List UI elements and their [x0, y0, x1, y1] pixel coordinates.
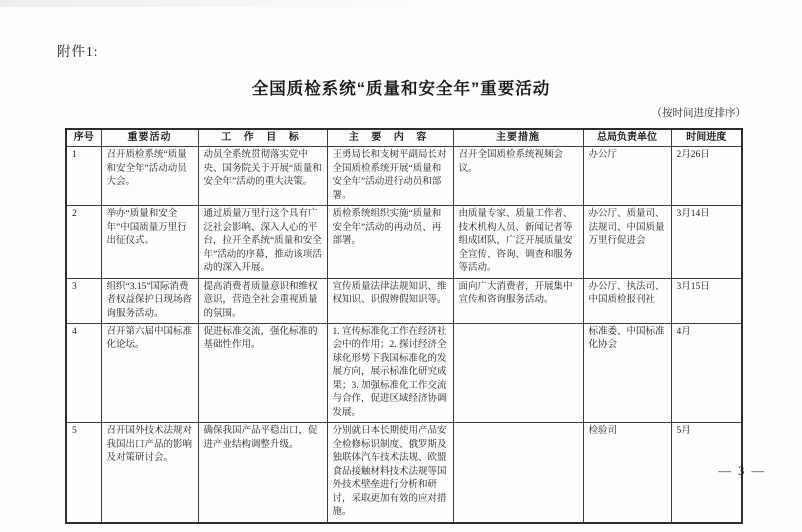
table-header-row — [66, 129, 742, 147]
cell-unit: 办公厅、执法司、中国质检报刊社 — [583, 278, 671, 323]
cell-schedule: 3月15日 — [671, 278, 742, 323]
cell-unit: 办公厅、质量司、法规司、中国质量万里行促进会 — [583, 206, 671, 278]
header-content: 主 要 内 容 — [327, 129, 453, 147]
cell-measures — [453, 324, 583, 423]
cell-activity: 举办“质量和安全年”中国质量万里行出征仪式。 — [101, 206, 198, 278]
table-row — [66, 147, 742, 206]
sort-order-note: （按时间进度排序） — [651, 108, 746, 119]
cell-no: 3 — [66, 278, 101, 323]
table-row — [66, 324, 742, 423]
cell-unit: 办公厅 — [583, 147, 671, 206]
cell-schedule: 3月14日 — [671, 206, 742, 278]
cell-no: 5 — [66, 423, 101, 523]
cell-measures: 面向广大消费者，开展集中宣传和咨询服务活动。 — [453, 278, 583, 323]
table-row — [66, 206, 742, 278]
cell-goal: 确保我国产品平稳出口，促进产业结构调整升级。 — [198, 423, 327, 523]
header-activity: 重要活动 — [101, 129, 198, 147]
cell-content: 1. 宣传标准化工作在经济社会中的作用；2. 探讨经济全球化形势下我国标准化的发展方向，展示标准化研究成果；3. 加强标准化工作交流与合作，促进区域经济协调发展。 — [327, 324, 453, 423]
scan-artifact — [0, 0, 420, 7]
activities-table — [65, 128, 743, 524]
cell-content: 质检系统组织实施“质量和安全年”活动的再动员、再部署。 — [327, 206, 453, 278]
cell-schedule: 2月26日 — [671, 147, 742, 206]
cell-measures — [453, 423, 583, 523]
attachment-label: 附件1: — [57, 44, 99, 59]
cell-unit: 标准委、中国标准化协会 — [583, 324, 671, 423]
cell-goal: 通过质量万里行这个具有广泛社会影响、深入人心的平台，拉开全系统“质量和安全年”活动的序幕，推动该项活动的深入开展。 — [198, 206, 327, 278]
page-number: — 3 — — [718, 464, 766, 478]
cell-no: 4 — [66, 324, 101, 423]
header-schedule: 时间进度 — [671, 129, 742, 147]
cell-content: 宣传质量法律法规知识、维权知识、识假辨假知识等。 — [327, 278, 453, 323]
cell-content: 分别就日本长期使用产品安全检修标识制度、俄罗斯及独联体汽车技术法规、欧盟食品接触材料技术法规等国外技术壁垒进行分析和研讨，采取更加有效的应对措施。 — [327, 423, 453, 523]
cell-no: 1 — [66, 147, 101, 206]
cell-goal: 提高消费者质量意识和维权意识，营造全社会重视质量的氛围。 — [198, 278, 327, 323]
cell-content: 王勇局长和支树平副局长对全国质检系统开展“质量和安全年”活动进行动员和部署。 — [327, 147, 453, 206]
header-no: 序号 — [66, 129, 101, 147]
table-row — [66, 278, 742, 323]
cell-goal: 促进标准交流，强化标准的基础性作用。 — [198, 324, 327, 423]
header-unit: 总局负责单位 — [583, 129, 671, 147]
table-row — [66, 423, 742, 523]
page-title: 全国质检系统“质量和安全年”重要活动 — [251, 80, 551, 98]
cell-unit: 检验司 — [583, 423, 671, 523]
cell-activity: 召开国外技术法规对我国出口产品的影响及对策研讨会。 — [101, 423, 198, 523]
cell-schedule: 5月 — [671, 423, 742, 523]
header-goal: 工 作 目 标 — [198, 129, 327, 147]
cell-activity: 组织“3.15”国际消费者权益保护日现场咨询服务活动。 — [101, 278, 198, 323]
cell-measures: 由质量专家、质量工作者、技术机构人员、新闻记者等组成团队，广泛开展质量安全宣传、咨询、调查和服务等活动。 — [453, 206, 583, 278]
cell-goal: 动员全系统贯彻落实党中央、国务院关于开展“质量和安全年”活动的重大决策。 — [198, 147, 327, 206]
cell-activity: 召开第六届中国标准化论坛。 — [101, 324, 198, 423]
cell-measures: 召开全国质检系统视频会议。 — [453, 147, 583, 206]
cell-schedule: 4月 — [671, 324, 742, 423]
cell-activity: 召开质检系统“质量和安全年”活动动员大会。 — [101, 147, 198, 206]
header-measures: 主要措施 — [453, 129, 583, 147]
cell-no: 2 — [66, 206, 101, 278]
